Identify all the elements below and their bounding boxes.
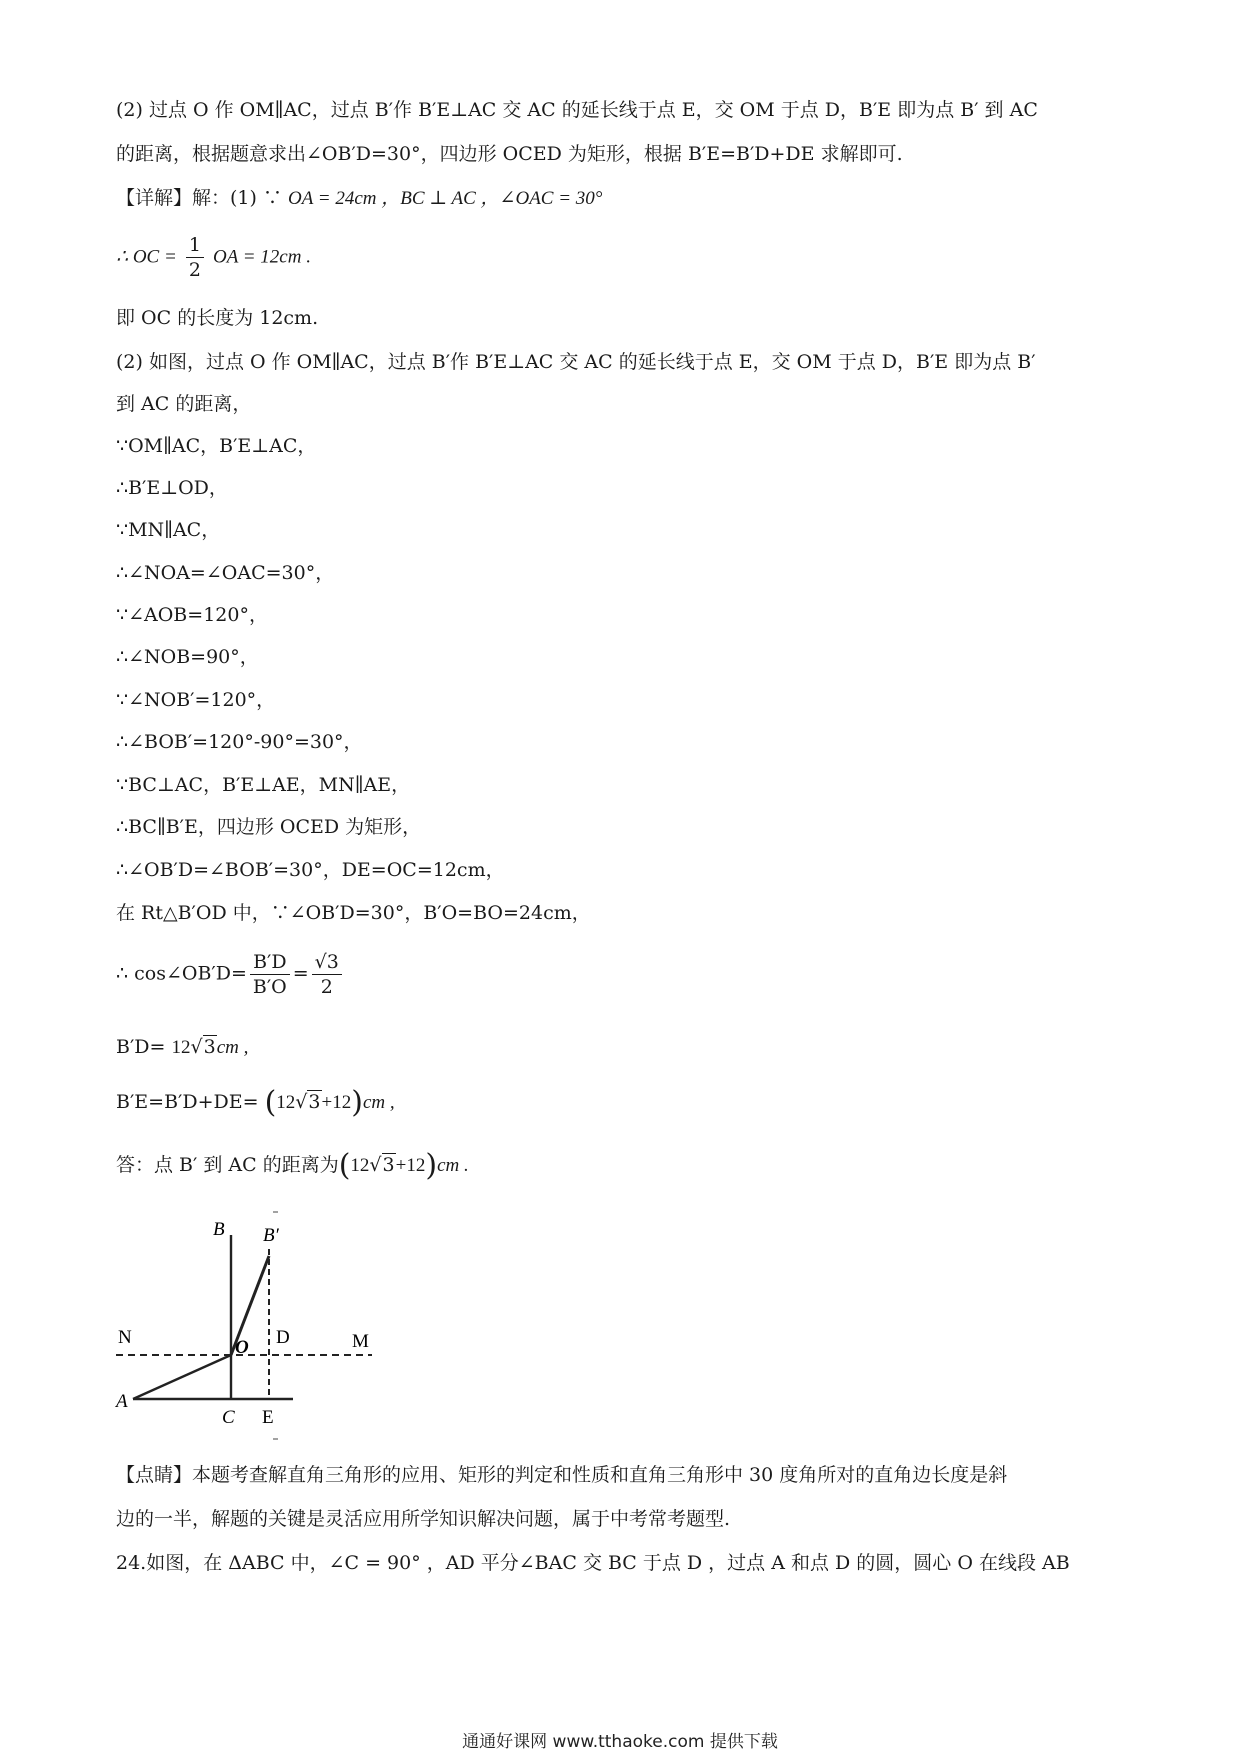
cos-prefix: ∴ cos∠OB′D=: [116, 962, 247, 985]
sqrt-symbol: √3: [369, 1154, 395, 1176]
sqrt-radicand: 3: [203, 1036, 216, 1058]
answer-unit: cm .: [437, 1155, 469, 1176]
sqrt-symbol: √3: [295, 1091, 321, 1113]
text-line-19: 在 Rt△B′OD 中，∵∠OB′D=30°，B′O=BO=24cm，: [116, 902, 591, 924]
text-line-20: [116, 950, 345, 999]
label-b-prime: B′: [263, 1225, 279, 1246]
text-line-11: ∴∠NOA=∠OAC=30°，: [116, 562, 335, 584]
text-line-12: ∵∠AOB=120°，: [116, 604, 268, 626]
text-line-21: [116, 1035, 248, 1060]
label-e: E: [262, 1407, 274, 1428]
text-line-9: ∴B′E⊥OD，: [116, 477, 228, 499]
be-plus-term: +12: [321, 1092, 352, 1113]
text-line-18: ∴∠OB′D=∠BOB′=30°，DE=OC=12cm，: [116, 859, 505, 881]
left-paren: (: [338, 1148, 351, 1183]
two-denominator: 2: [320, 976, 333, 998]
sqrt-symbol: √3: [190, 1036, 216, 1058]
cos-fraction: [250, 950, 290, 999]
text-line-6: (2) 如图，过点 O 作 OM∥AC，过点 B′作 B′E⊥AC 交 AC 的延长线于点 E，交 OM 于点 D，B′E 即为点 B′: [116, 351, 1036, 373]
be-coefficient: 12: [276, 1092, 296, 1113]
sqrt-radicand: 3: [308, 1091, 321, 1113]
right-paren: ): [351, 1085, 363, 1120]
label-c: C: [222, 1407, 235, 1428]
bd-prefix: B′D=: [116, 1036, 166, 1058]
text-line-23: [116, 1148, 469, 1183]
be-unit: cm ,: [362, 1092, 395, 1113]
root3-over-2-fraction: [312, 950, 342, 999]
text-line-24: 【点睛】本题考查解直角三角形的应用、矩形的判定和性质和直角三角形中 30 度角所对的直角边长度是斜: [116, 1464, 1008, 1486]
geometry-figure: [110, 1207, 380, 1447]
text-line-22: [116, 1085, 395, 1120]
label-n: N: [118, 1327, 132, 1348]
half-fraction: [186, 233, 204, 282]
text-line-5: 即 OC 的长度为 12cm.: [116, 307, 319, 329]
text-line-4: [116, 233, 311, 282]
line-oa: [133, 1355, 231, 1399]
text-line-7: 到 AC 的距离，: [116, 393, 252, 415]
text-line-26: 24.如图，在 ΔABC 中，∠C = 90° ，AD 平分∠BAC 交 BC 于点 D ，过点 A 和点 D 的圆，圆心 O 在线段 AB: [116, 1552, 1070, 1574]
text-line-14: ∵∠NOB′=120°，: [116, 689, 276, 711]
be-prefix: B′E=B′D+DE=: [116, 1091, 259, 1113]
right-paren: ): [425, 1148, 438, 1183]
bd-coefficient: 12: [171, 1037, 191, 1058]
fraction-numerator: 1: [186, 233, 204, 258]
text-line-10: ∵MN∥AC，: [116, 519, 221, 541]
root3-numerator: √3: [312, 950, 342, 975]
text-line-3: [116, 186, 602, 211]
equals-sign: =: [292, 962, 309, 985]
answer-coefficient: 12: [350, 1155, 370, 1176]
solution-label: 【详解】解：(1) ∵: [116, 187, 282, 209]
given-conditions: OA = 24cm ，BC ⊥ AC ，∠OAC = 30°: [288, 188, 603, 209]
answer-prefix: 答：点 B′ 到 AC 的距离为: [116, 1154, 339, 1176]
text-line-16: ∵BC⊥AC，B′E⊥AE，MN∥AE，: [116, 774, 411, 796]
left-paren: (: [264, 1085, 277, 1120]
oc-suffix: OA = 12cm .: [213, 246, 311, 268]
text-line-1: (2) 过点 O 作 OM∥AC，过点 B′作 B′E⊥AC 交 AC 的延长线于点 E，交 OM 于点 D，B′E 即为点 B′ 到 AC: [116, 99, 1038, 121]
text-line-8: ∵OM∥AC，B′E⊥AC，: [116, 435, 317, 457]
label-b: B: [213, 1219, 225, 1240]
cos-numerator: B′D: [250, 950, 290, 975]
label-a: A: [116, 1391, 128, 1412]
sqrt-radicand: 3: [382, 1154, 395, 1176]
answer-plus-term: +12: [395, 1155, 426, 1176]
page-footer: 通通好课网 www.tthaoke.com 提供下载: [462, 1732, 778, 1752]
bd-unit: cm ,: [216, 1037, 249, 1058]
label-o: O: [235, 1337, 249, 1358]
oc-prefix: ∴ OC =: [116, 246, 177, 268]
text-line-2: 的距离，根据题意求出∠OB′D=30°，四边形 OCED 为矩形，根据 B′E=B′D+DE 求解即可.: [116, 143, 903, 165]
text-line-15: ∴∠BOB′=120°-90°=30°，: [116, 731, 363, 753]
text-line-25: 边的一半，解题的关键是灵活应用所学知识解决问题，属于中考常考题型.: [116, 1508, 731, 1530]
label-d: D: [276, 1327, 290, 1348]
text-line-17: ∴BC∥B′E，四边形 OCED 为矩形，: [116, 816, 422, 838]
fraction-denominator: 2: [188, 259, 201, 281]
label-m: M: [352, 1331, 369, 1352]
text-line-13: ∴∠NOB=90°，: [116, 646, 259, 668]
cos-denominator: B′O: [252, 976, 287, 998]
